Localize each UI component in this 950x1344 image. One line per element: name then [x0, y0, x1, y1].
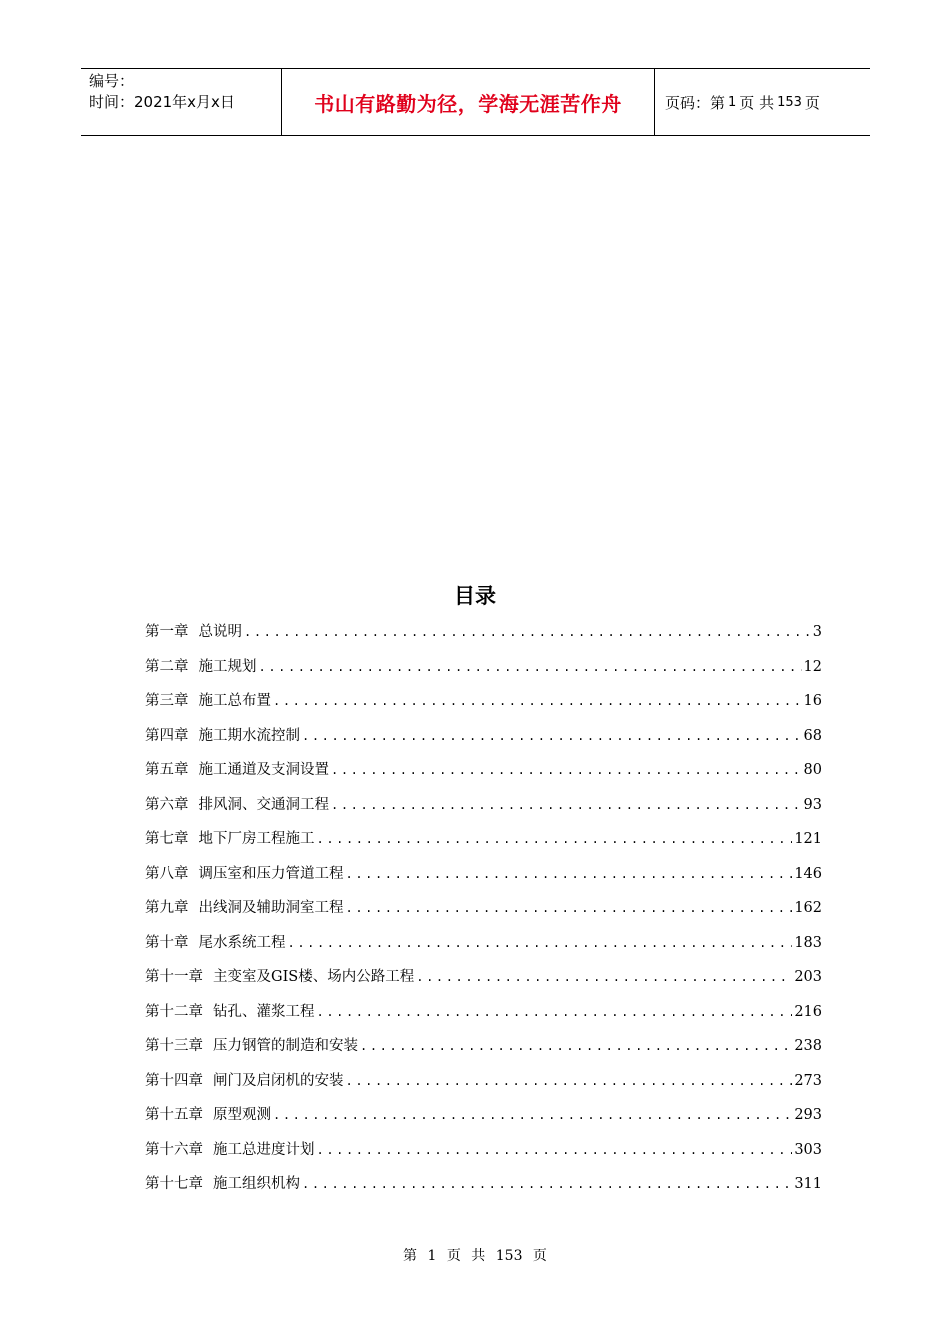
toc-entry-title: 排风洞、交通洞工程: [198, 796, 329, 813]
toc-entry-page: 12: [803, 658, 822, 675]
toc-entry-page: 68: [803, 727, 822, 744]
toc-entry-label: [145, 1103, 271, 1124]
toc-entry-page: 203: [794, 969, 822, 985]
toc-leader-dots: [331, 798, 802, 812]
header-page-prefix: 页码：第: [665, 93, 726, 112]
toc-leader-dots: [259, 660, 802, 674]
toc-title: 目录: [454, 584, 496, 608]
toc-entry-page: 216: [794, 1003, 822, 1020]
toc-entry-title: 主变室及GIS楼、场内公路工程: [213, 969, 415, 985]
toc-entry-page: 293: [794, 1107, 822, 1123]
header-motto-cell: [282, 69, 655, 135]
toc-entry-chapter: 第十章: [145, 934, 189, 951]
toc-entry[interactable]: [145, 724, 822, 759]
toc-leader-dots: [346, 867, 793, 881]
toc-entry-chapter: 第八章: [145, 865, 189, 882]
toc-leader-dots: [244, 625, 811, 639]
toc-entry-page: 3: [812, 624, 822, 640]
toc-entry-title: 施工组织机构: [213, 1176, 300, 1192]
page-header: [81, 68, 870, 136]
toc-entry-title: 施工期水流控制: [198, 727, 300, 744]
toc-entry-title: 施工通道及支洞设置: [198, 762, 329, 778]
toc-leader-dots: [302, 729, 802, 743]
toc-entry-label: [145, 1000, 315, 1021]
header-page-mid: 页 共: [739, 93, 775, 112]
toc-entry-title: 钻孔、灌浆工程: [213, 1003, 315, 1020]
toc-leader-dots: [346, 901, 793, 915]
toc-leader-dots: [317, 1143, 793, 1157]
toc-entry-page: 183: [794, 934, 822, 951]
toc-entry-chapter: 第十一章: [145, 969, 203, 985]
toc-entry-label: [145, 896, 344, 917]
document-number-label: 编号：: [89, 72, 135, 90]
toc-entry-page: 80: [803, 762, 822, 778]
header-page-total: 153: [777, 94, 802, 110]
toc-leader-dots: [273, 1108, 792, 1122]
header-page-suffix: 页: [804, 93, 820, 112]
toc-entry-label: [145, 655, 257, 676]
toc-entry-chapter: 第十六章: [145, 1141, 203, 1158]
toc-entry[interactable]: [145, 1138, 822, 1173]
toc-entry-chapter: 第七章: [145, 831, 189, 847]
toc-entry-chapter: 第三章: [145, 693, 189, 709]
toc-entry-page: 146: [794, 865, 822, 882]
toc-leader-dots: [416, 970, 792, 984]
toc-entry-label: [145, 793, 329, 814]
toc-entry[interactable]: [145, 1000, 822, 1035]
toc-leader-dots: [317, 832, 793, 846]
header-motto: 书山有路勤为径，学海无涯苦作舟: [314, 91, 622, 116]
document-time-label: 时间：2021年x月x日: [89, 93, 235, 111]
toc-leader-dots: [288, 936, 793, 950]
toc-entry[interactable]: [145, 758, 822, 793]
toc-entry[interactable]: [145, 1034, 822, 1069]
toc-entry[interactable]: [145, 931, 822, 966]
toc-entry-page: 16: [803, 693, 822, 709]
toc-entry-label: [145, 1034, 358, 1055]
toc-entry-title: 施工规划: [198, 658, 257, 675]
toc-entry[interactable]: [145, 1103, 822, 1138]
toc-entry[interactable]: [145, 655, 822, 690]
toc-entry-title: 原型观测: [213, 1107, 271, 1123]
toc-entry-label: [145, 862, 344, 883]
toc-entry-title: 闸门及启闭机的安装: [213, 1072, 344, 1089]
toc-entry-chapter: 第一章: [145, 624, 189, 640]
toc-entry-chapter: 第五章: [145, 762, 189, 778]
toc-entry-chapter: 第十三章: [145, 1038, 203, 1054]
toc-entry-label: [145, 827, 315, 848]
toc-entry[interactable]: [145, 1172, 822, 1207]
header-page-current: 1: [728, 94, 737, 110]
toc-entry-label: [145, 1172, 300, 1193]
toc-entry-label: [145, 724, 300, 745]
toc-entry-title: 施工总布置: [198, 693, 271, 709]
toc-entry[interactable]: [145, 793, 822, 828]
header-page-cell: [655, 69, 870, 135]
toc-entry[interactable]: [145, 896, 822, 931]
toc-entry-chapter: 第十五章: [145, 1107, 203, 1123]
table-of-contents: [145, 620, 822, 1207]
toc-entry-label: [145, 1138, 315, 1159]
toc-entry-label: [145, 965, 414, 986]
toc-entry-page: 162: [794, 900, 822, 916]
header-info-cell: [81, 69, 282, 135]
toc-entry-chapter: 第十四章: [145, 1072, 203, 1089]
toc-entry-label: [145, 931, 286, 952]
toc-entry-label: [145, 620, 242, 641]
toc-entry-page: 273: [794, 1072, 822, 1089]
toc-entry-chapter: 第十七章: [145, 1176, 203, 1192]
toc-entry-page: 303: [794, 1141, 822, 1158]
toc-leader-dots: [360, 1039, 792, 1053]
toc-leader-dots: [331, 763, 802, 777]
toc-entry[interactable]: [145, 827, 822, 862]
page-footer: 第 1 页 共 153 页: [403, 1248, 547, 1264]
toc-entry-chapter: 第六章: [145, 796, 189, 813]
toc-entry-chapter: 第四章: [145, 727, 189, 744]
toc-entry-title: 总说明: [198, 624, 242, 640]
toc-entry-title: 施工总进度计划: [213, 1141, 315, 1158]
toc-entry-title: 地下厂房工程施工: [198, 831, 315, 847]
toc-entry-label: [145, 689, 271, 710]
toc-entry[interactable]: [145, 689, 822, 724]
toc-entry-chapter: 第九章: [145, 900, 189, 916]
toc-leader-dots: [317, 1005, 793, 1019]
toc-entry-title: 尾水系统工程: [198, 934, 286, 951]
toc-entry-page: 238: [794, 1038, 822, 1054]
toc-entry-label: [145, 1069, 344, 1090]
toc-entry[interactable]: [145, 965, 822, 1000]
toc-entry-title: 调压室和压力管道工程: [198, 865, 344, 882]
toc-entry-page: 311: [794, 1176, 822, 1192]
toc-leader-dots: [346, 1074, 793, 1088]
toc-leader-dots: [302, 1177, 792, 1191]
toc-entry-chapter: 第十二章: [145, 1003, 203, 1020]
toc-entry[interactable]: [145, 862, 822, 897]
toc-entry-label: [145, 758, 329, 779]
toc-entry-title: 出线洞及辅助洞室工程: [198, 900, 344, 916]
toc-leader-dots: [273, 694, 802, 708]
toc-entry-title: 压力钢管的制造和安装: [213, 1038, 358, 1054]
toc-entry[interactable]: [145, 1069, 822, 1104]
toc-entry-page: 121: [794, 831, 822, 847]
toc-entry[interactable]: [145, 620, 822, 655]
toc-entry-chapter: 第二章: [145, 658, 189, 675]
toc-entry-page: 93: [803, 796, 822, 813]
